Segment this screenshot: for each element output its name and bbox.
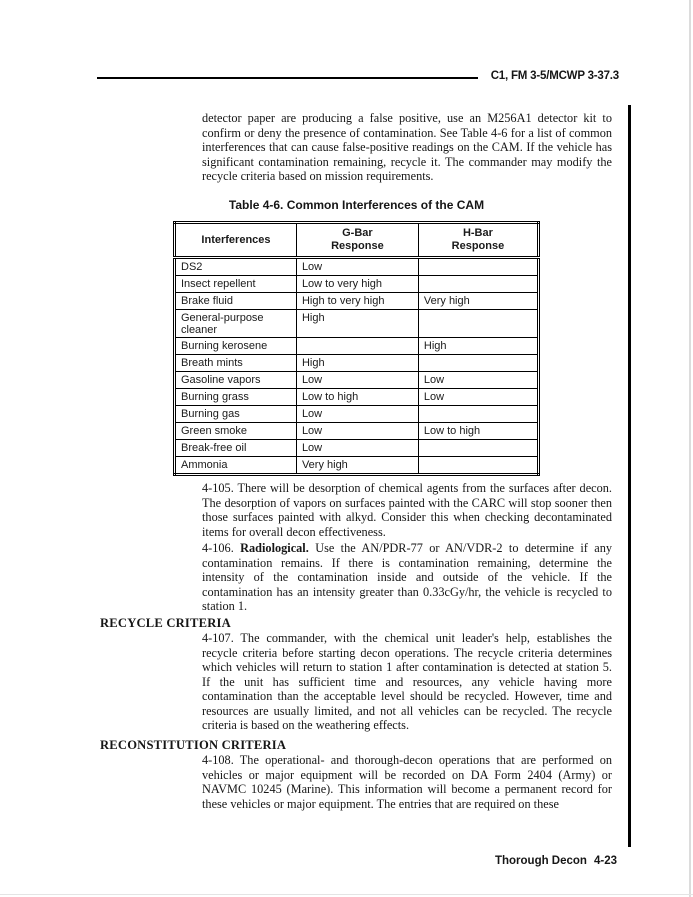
footer-label: Thorough Decon	[494, 855, 587, 867]
table-cell: Low	[418, 389, 538, 406]
table-cell: DS2	[175, 258, 297, 276]
table-cell: Gasoline vapors	[175, 372, 297, 389]
table-row	[175, 310, 539, 338]
table-cell: Low	[418, 372, 538, 389]
table-cell: Low to high	[296, 389, 418, 406]
table-cell: Burning gas	[175, 406, 297, 423]
paragraph-bold-lead: Radiological.	[240, 541, 309, 555]
table-row	[175, 372, 539, 389]
section-heading-recycle-criteria: RECYCLE CRITERIA	[100, 616, 231, 630]
table-header-row	[175, 223, 539, 258]
table-cell: Very high	[296, 457, 418, 475]
table-cell: General-purpose cleaner	[175, 310, 297, 338]
table-cell: Low to high	[418, 423, 538, 440]
table-cell: Low	[296, 423, 418, 440]
table-cell: Insect repellent	[175, 276, 297, 293]
table-cell: Green smoke	[175, 423, 297, 440]
table-cell: High to very high	[296, 293, 418, 310]
table-cell	[418, 440, 538, 457]
page-footer	[202, 855, 617, 867]
table-row	[175, 258, 539, 276]
scan-edge-bottom	[0, 894, 693, 895]
table-cell: Brake fluid	[175, 293, 297, 310]
paragraph-text: Use the AN/PDR-77 or AN/VDR-2 to determine if any contamination remains. If there is contamination remaining, determine the intensity of the contamination inside and outside of the vehicle. If the contamination has an intensity greater than 0.33cGy/hr, the vehicle is recycled to station 1.	[202, 541, 613, 613]
table-cell	[418, 406, 538, 423]
column-header-hbar	[418, 223, 538, 258]
table-cell: Low to very high	[296, 276, 418, 293]
table-cell: Low	[296, 258, 418, 276]
table-cell	[418, 276, 538, 293]
header-reference: C1, FM 3-5/MCWP 3-37.3	[490, 70, 619, 82]
table-cell: Breath mints	[175, 355, 297, 372]
table-cell: Break-free oil	[175, 440, 297, 457]
table-cell: Low	[296, 440, 418, 457]
table-cell	[418, 310, 538, 338]
column-header-gbar-line2: Response	[331, 240, 384, 252]
table-row	[175, 355, 539, 372]
table-cell: Low	[296, 406, 418, 423]
column-header-hbar-line2: Response	[451, 240, 505, 252]
column-header-hbar-line1: H-Bar	[462, 227, 493, 239]
table-cell	[418, 258, 538, 276]
table-row	[175, 338, 539, 355]
table-cell	[296, 338, 418, 355]
table-cell: High	[418, 338, 538, 355]
intro-paragraph: detector paper are producing a false positive, use an M256A1 detector kit to confirm or deny the presence of contamination. See Table 4-6 for a list of common interferences that can cause false-positive readings on the CAM. If the vehicle has significant contamination remaining, recycle it. The commander may modify the recycle criteria based on mission requirements.	[202, 111, 612, 183]
paragraph-4-106	[202, 541, 612, 614]
table-cell: High	[296, 355, 418, 372]
table-row	[175, 406, 539, 423]
paragraph-4-105: 4-105. There will be desorption of chemical agents from the surfaces after decon. The desorption of vapors on surfaces painted with the CARC will stop sooner then those surfaces painted with alkyd. Consider this when checking decontaminated items for overall decon effectiveness.	[202, 481, 612, 539]
table-cell: Burning grass	[175, 389, 297, 406]
footer-page-number: 4-23	[593, 855, 617, 867]
column-header-gbar	[296, 223, 418, 258]
table-cell: Burning kerosene	[175, 338, 297, 355]
paragraph-number: 4-106.	[202, 541, 234, 555]
table-cell: Ammonia	[175, 457, 297, 475]
table-row	[175, 457, 539, 475]
change-bar	[628, 105, 631, 847]
column-header-gbar-line1: G-Bar	[342, 227, 373, 239]
scan-edge-right	[689, 0, 691, 897]
table-row	[175, 440, 539, 457]
table-cell: Very high	[418, 293, 538, 310]
section-heading-reconstitution-criteria: RECONSTITUTION CRITERIA	[100, 738, 287, 752]
table-row	[175, 423, 539, 440]
header-rule	[97, 77, 478, 79]
table-title: Table 4-6. Common Interferences of the CAM	[228, 198, 485, 212]
table-cell	[418, 457, 538, 475]
column-header-interferences: Interferences	[175, 223, 297, 258]
table-row	[175, 276, 539, 293]
table-row	[175, 389, 539, 406]
table-cell	[418, 355, 538, 372]
paragraph-4-108: 4-108. The operational- and thorough-decon operations that are performed on vehicles or major equipment will be recorded on DA Form 2404 (Army) or NAVMC 10245 (Marine). This information will become a permanent record for these vehicles or major equipment. The entries that are required on these	[202, 753, 612, 811]
paragraph-4-107: 4-107. The commander, with the chemical unit leader's help, establishes the recycle criteria before starting decon operations. The recycle criteria determines which vehicles will return to station 1 after contamination is detected at station 5. If the unit has sufficient time and resources, any vehicle having more contamination than the acceptable level should be recycled. However, time and resources are usually limited, and not all vehicles can be recycled. The recycle criteria is based on the weathering effects.	[202, 631, 612, 732]
table-row	[175, 293, 539, 310]
table-cell: Low	[296, 372, 418, 389]
table-cell: High	[296, 310, 418, 338]
interferences-table	[173, 221, 540, 476]
